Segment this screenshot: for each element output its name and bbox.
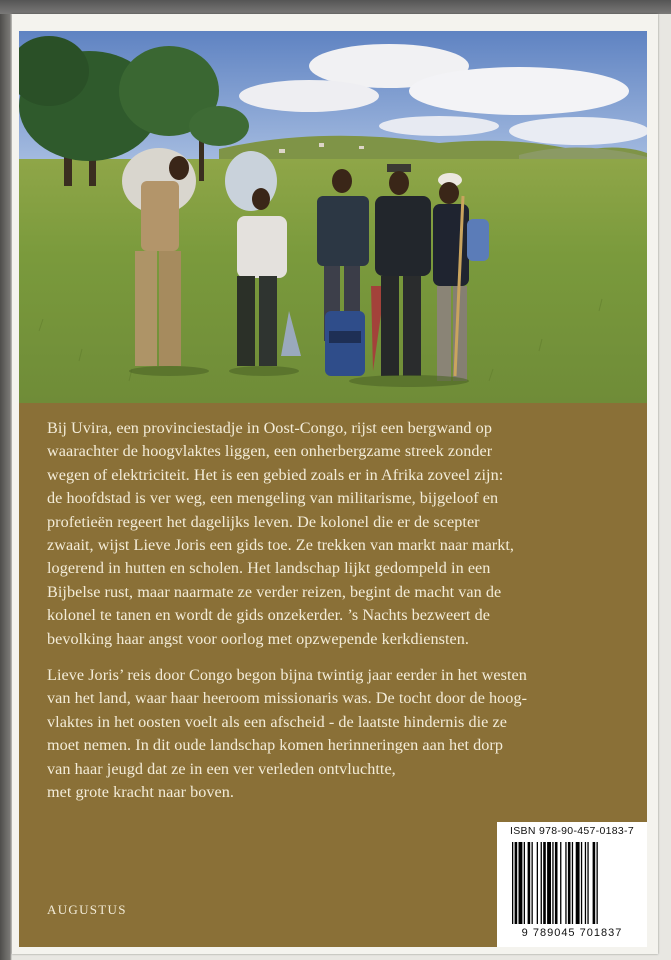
blurb-line: logerend in hutten en scholen. Het landschap lijkt gedompeld in een — [47, 559, 491, 578]
blurb-line: wegen of elektriciteit. Het is een gebied zoals er in Afrika zoveel zijn: — [47, 465, 504, 484]
blurb-line: van haar jeugd dat ze in een ver verleden ontvluchtte, — [47, 759, 396, 778]
blurb-line: van het land, waar haar heeroom missionaris was. De tocht door de hoog- — [47, 689, 528, 708]
blurb-line: Bij Uvira, een provinciestadje in Oost-Congo, rijst een bergwand op — [47, 419, 492, 437]
blurb-line: zwaait, wijst Lieve Joris een gids toe. Ze trekken van markt naar markt, — [47, 536, 515, 555]
blurb-line: vlaktes in het oosten voelt als een afscheid - de laatste hindernis die ze — [47, 712, 507, 731]
blurb-text — [47, 417, 632, 818]
travelers-photo — [19, 31, 647, 403]
blurb-paragraph-1 — [47, 417, 632, 651]
barcode-icon — [512, 842, 632, 927]
blurb-line: profetieën regeert het dagelijks leven. De kolonel die er de scepter — [47, 512, 480, 531]
cover-photo — [19, 31, 647, 403]
blurb-line: kolonel te tanen en wordt de gids onzekerder. ’s Nachts bezweert de — [47, 606, 490, 625]
book-top-edge — [0, 0, 671, 14]
blurb-line: bevolking haar angst voor oorlog met opzwepende kerkdiensten. — [47, 629, 470, 648]
barcode-number: 9 789045 701837 — [521, 927, 623, 939]
blurb-paragraph-2 — [47, 664, 632, 804]
blurb-line: moet nemen. In dit oude landschap komen herinneringen aan het dorp — [47, 736, 503, 755]
isbn-barcode-box — [497, 822, 647, 947]
isbn-label: ISBN 978-90-457-0183-7 — [510, 825, 634, 837]
blurb-line: de hoofdstad is ver weg, een mengeling van militarisme, bijgeloof en — [47, 489, 499, 508]
publisher-name: AUGUSTUS — [47, 902, 127, 917]
blurb-line: met grote kracht naar boven. — [47, 783, 235, 802]
blurb-line: waarachter de hoogvlaktes liggen, een onherbergzame streek zonder — [47, 442, 493, 461]
blurb-line: Bijbelse rust, maar naarmate ze verder reizen, begint de macht van de — [47, 582, 502, 601]
blurb-line: Lieve Joris’ reis door Congo begon bijna twintig jaar eerder in het westen — [47, 666, 527, 685]
